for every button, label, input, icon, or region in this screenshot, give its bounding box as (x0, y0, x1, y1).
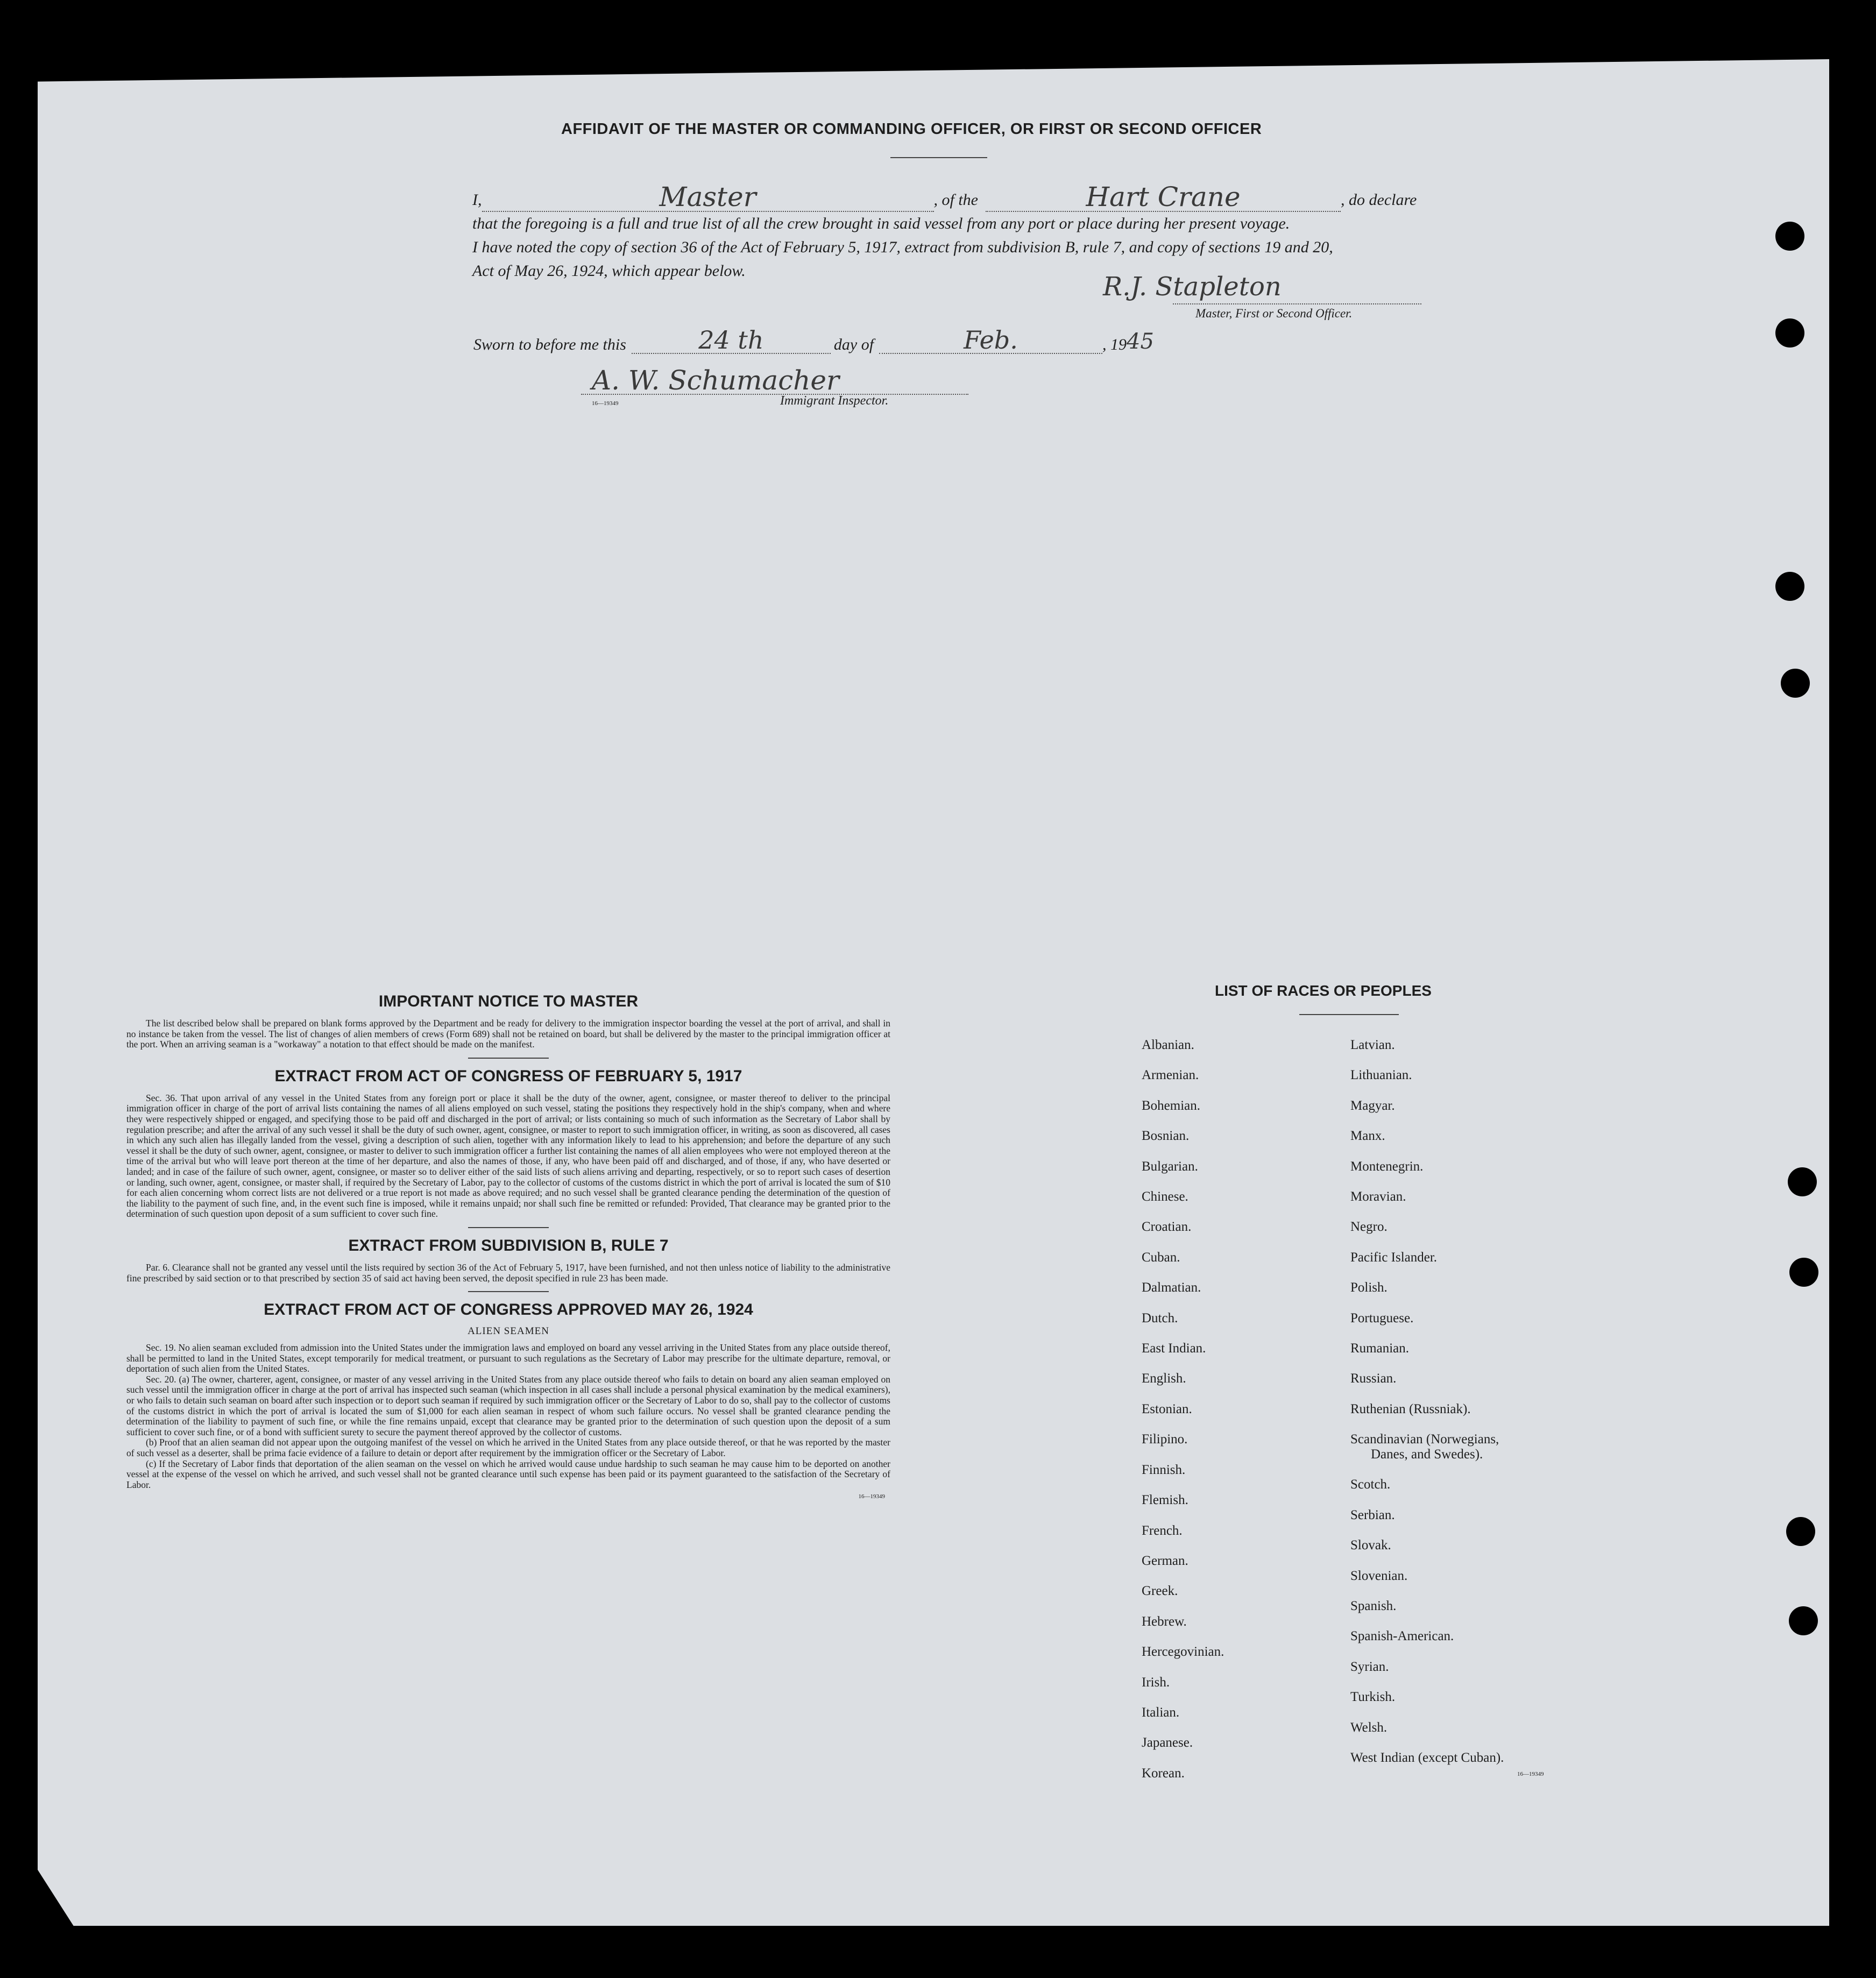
race-item: Italian. (1142, 1705, 1180, 1720)
race-item: Polish. (1350, 1280, 1387, 1295)
race-item: Slovenian. (1350, 1568, 1408, 1583)
race-item: Irish. (1142, 1675, 1170, 1690)
race-item: West Indian (except Cuban). (1350, 1750, 1504, 1765)
race-item: Hercegovinian. (1142, 1644, 1224, 1660)
race-item: Montenegrin. (1350, 1159, 1424, 1174)
race-item: Negro. (1350, 1220, 1387, 1235)
extract-1917-text: Sec. 36. That upon arrival of any vessel in the United States from any foreign port or place it shall be the duty of the owner, agent, consignee, or master thereof to deliver to the principal immigration officer in charge of the port of arrival lists containing the names of all aliens employed on such vessel, stating the positions they respectively hold in the ship's company, when and where they were respectively shipped or engaged, and specifying those to be paid off and discharged in the port of arrival; or lists containing so much of such information as the Secretary of Labor shall by regulation prescribe; and after the arrival of any such vessel it shall be the duty of such owner, agent, consignee, or master to report to such immigration officer, in writing, as soon as discovered, all cases in which any such alien has illegally landed from the vessel, giving a description of such alien, together with any information likely to lead to his apprehension; and before the departure of any such vessel it shall be the duty of such owner, agent, consignee, or master to deliver to such immigration officer a further list containing the names of all alien employees who were not employed thereon at the time of the arrival but who will leave port thereon at the time of her departure, and also the names of those, if any, who have been paid off and discharged, and of those, if any, who have deserted or landed; and in case of the failure of such owner, agent, consignee, or master so to deliver either of the said lists of such aliens arriving and departing, respectively, or so to report such cases of desertion or landing, such owner, agent, consignee, or master shall, if required by the Secretary of Labor, pay to the collector of customs of the customs district in which the port of arrival is located the sum of $10 for each alien concerning whom correct lists are not delivered or a true report is not made as above required; and no such vessel shall be granted clearance pending the determination of the question of the liability to the payment of such fine, and, in the event such fine is imposed, while it remains unpaid; nor shall such fine be remitted or refunded: Provided, That clearance may be granted prior to the determination of such question upon deposit of a sum sufficient to cover such fine. (126, 1092, 890, 1220)
inspector-signature-line (581, 394, 968, 395)
sworn-label: Sworn to before me this (473, 336, 626, 353)
of-the-label: , of the (933, 191, 978, 209)
race-item: Hebrew. (1142, 1614, 1187, 1629)
race-item: Flemish. (1142, 1493, 1188, 1508)
punch-hole (1775, 318, 1804, 348)
affidavit-declaration (472, 183, 1441, 283)
inspector-caption: Immigrant Inspector. (780, 394, 889, 408)
notices-form-number: 16—19349 (858, 1493, 885, 1500)
race-item: Russian. (1350, 1371, 1397, 1386)
extract-1924-title: EXTRACT FROM ACT OF CONGRESS APPROVED MAY 26, 1924 (264, 1301, 753, 1319)
position-field[interactable]: Master (482, 183, 934, 212)
signer-caption: Master, First or Second Officer. (1195, 307, 1353, 320)
race-item: Pacific Islander. (1350, 1250, 1438, 1265)
extract-1917-title: EXTRACT FROM ACT OF CONGRESS OF FEBRUARY 5, 1917 (274, 1067, 742, 1085)
races-title-rule (1299, 1014, 1399, 1015)
race-item: Welsh. (1350, 1720, 1387, 1735)
race-item: Rumanian. (1350, 1341, 1410, 1356)
year-field[interactable]: 45 (1127, 329, 1154, 354)
section-rule (468, 1058, 549, 1059)
races-title: LIST OF RACES OR PEOPLES (1215, 982, 1432, 999)
declaration-line-4: Act of May 26, 1924, which appear below. (472, 262, 746, 280)
race-item: Magyar. (1350, 1098, 1395, 1113)
race-item: East Indian. (1142, 1341, 1206, 1356)
race-item: Portuguese. (1350, 1310, 1414, 1325)
race-item: Lithuanian. (1350, 1068, 1412, 1083)
signature-line (1173, 303, 1421, 304)
race-item: Ruthenian (Russniak). (1350, 1401, 1471, 1416)
race-item: Chinese. (1142, 1189, 1188, 1204)
year-prefix: , 19 (1102, 336, 1127, 353)
punch-hole (1786, 1517, 1815, 1546)
race-item: Danes, and Swedes). (1371, 1447, 1483, 1462)
subdivision-b-text: Par. 6. Clearance shall not be granted any vessel until the lists required by section 36 of the Act of February 5, 1917, have been furnished, and not then unless notice of liability to the administrative fine prescribed by said section or to that prescribed by section 35 of said act having been served, the deposit specified in rule 23 has been made. (126, 1261, 890, 1284)
race-item: Moravian. (1350, 1189, 1406, 1204)
race-item: Bosnian. (1142, 1129, 1190, 1144)
declare-label: , do declare (1341, 191, 1417, 209)
race-item: Filipino. (1142, 1432, 1188, 1447)
punch-hole (1789, 1258, 1818, 1287)
race-item: Latvian. (1350, 1038, 1395, 1052)
day-field[interactable]: 24 th (632, 327, 831, 354)
race-item: English. (1142, 1371, 1186, 1386)
notice-title: IMPORTANT NOTICE TO MASTER (378, 992, 639, 1010)
race-item: Cuban. (1142, 1250, 1180, 1265)
races-left-column (1142, 1030, 1224, 1789)
section-20b-text: (b) Proof that an alien seaman did not appear upon the outgoing manifest of the vessel on which he arrived in the United States from any place outside thereof, or that he was reported by the master of such vessel as a deserter, shall be prima facie evidence of a failure to detain or deport after requirement by the immigration officer or the Secretary of Labor. (126, 1437, 890, 1459)
notice-text: The list described below shall be prepared on blank forms approved by the Department and be ready for delivery to the immigration inspector boarding the vessel at the port of arrival, and shall in no instance be taken from the vessel. The list of changes of alien members of crews (Form 689) shall not be retained on board, but shall be delivered by the master to the principal immigration officer at the port. When an arriving seaman is a "workaway" a notation to that effect should be made on the manifest. (126, 1018, 890, 1050)
alien-seamen-subtitle: ALIEN SEAMEN (468, 1325, 549, 1337)
race-item: French. (1142, 1523, 1183, 1538)
race-item: Serbian. (1350, 1507, 1395, 1522)
race-item: Finnish. (1142, 1462, 1186, 1477)
races-right-column (1350, 1030, 1504, 1773)
sworn-line (473, 327, 1227, 354)
race-item: Scandinavian (Norwegians, (1350, 1432, 1499, 1447)
race-item: Slovak. (1350, 1538, 1391, 1553)
race-item: Bohemian. (1142, 1098, 1201, 1113)
punch-hole (1789, 1606, 1818, 1635)
subdivision-b-title: EXTRACT FROM SUBDIVISION B, RULE 7 (348, 1236, 669, 1254)
section-rule (468, 1291, 549, 1292)
race-item: Albanian. (1142, 1038, 1194, 1052)
declaration-line-3: I have noted the copy of section 36 of the Act of February 5, 1917, extract from subdivision B, rule 7, and copy of sections 19 and 20, (472, 238, 1333, 256)
race-item: Turkish. (1350, 1690, 1396, 1705)
race-item: Syrian. (1350, 1659, 1389, 1674)
section-19-text: Sec. 19. No alien seaman excluded from admission into the United States under the immigration laws and employed on board any vessel arriving in the United States from any place outside thereof, shall be permitted to land in the United States, except temporarily for medical treatment, or pursuant to such regulations as the Secretary of Labor may prescribe for the ultimate departure, removal, or deportation of such alien from the United States. (126, 1342, 890, 1374)
declaration-line-2: that the foregoing is a full and true list of all the crew brought in said vessel from any port or place during her present voyage. (472, 215, 1290, 232)
title-rule (890, 157, 987, 158)
races-form-number: 16—19349 (1517, 1771, 1544, 1777)
race-item: Dalmatian. (1142, 1280, 1201, 1295)
race-item: Korean. (1142, 1766, 1185, 1781)
race-item: Armenian. (1142, 1068, 1199, 1083)
race-item: Greek. (1142, 1584, 1178, 1599)
section-rule (468, 1227, 549, 1228)
race-item: Bulgarian. (1142, 1159, 1198, 1174)
legal-notices (126, 992, 890, 1500)
affidavit-form-number: 16—19349 (592, 400, 619, 407)
day-of-label: day of (833, 336, 874, 353)
affidavit-title: AFFIDAVIT OF THE MASTER OR COMMANDING OFFICER, OR FIRST OR SECOND OFFICER (561, 120, 1262, 138)
race-item: Spanish. (1350, 1598, 1397, 1613)
section-20a-text: Sec. 20. (a) The owner, charterer, agent, consignee, or master of any vessel arriving in the United States from any place outside thereof who fails to detain on board any alien seaman employed on such vessel until the immigration officer in charge at the port of arrival has inspected such seaman (which inspection in all cases shall include a personal physical examination by the medical examiners), or who fails to detain such seaman on board after such inspection or to deport such seaman if required by such immigration officer or the Secretary of Labor to do so, shall pay to the collector of customs of the customs district in which the port of arrival is located the sum of $1,000 for each alien seaman in respect of whom such failure occurs. No vessel shall be granted clearance pending the determination of the liability to payment of such fine, or while the fine remains unpaid, except that clearance may be granted prior to the determination of such question upon the deposit of a sum sufficient to cover such fine, or of a bond with sufficient surety to secure the payment thereof approved by the collector of customs. (126, 1373, 890, 1437)
punch-hole (1781, 669, 1810, 698)
race-item: Manx. (1350, 1129, 1385, 1144)
race-item: Dutch. (1142, 1310, 1178, 1325)
race-item: Scotch. (1350, 1477, 1391, 1492)
race-item: Spanish-American. (1350, 1629, 1454, 1644)
punch-hole (1788, 1167, 1817, 1196)
section-20c-text: (c) If the Secretary of Labor finds that deportation of the alien seaman on the vessel on which he arrived would cause undue hardship to such seaman he may cause him to be deported on another vessel at the expense of the vessel on which he arrived, and such vessel shall not be granted clearance until such expense has been paid or its payment guaranteed to the satisfaction of the Secretary of Labor. (126, 1458, 890, 1490)
i-label: I, (472, 191, 482, 209)
inspector-signature: A. W. Schumacher (592, 365, 839, 396)
race-item: Estonian. (1142, 1401, 1192, 1416)
master-signature: R.J. Stapleton (1103, 272, 1282, 302)
race-item: Japanese. (1142, 1735, 1193, 1750)
race-item: Croatian. (1142, 1220, 1192, 1235)
month-field[interactable]: Feb. (879, 327, 1102, 354)
punch-hole (1775, 222, 1804, 251)
punch-hole (1775, 572, 1804, 601)
vessel-name-field[interactable]: Hart Crane (986, 183, 1341, 212)
race-item: German. (1142, 1553, 1188, 1568)
